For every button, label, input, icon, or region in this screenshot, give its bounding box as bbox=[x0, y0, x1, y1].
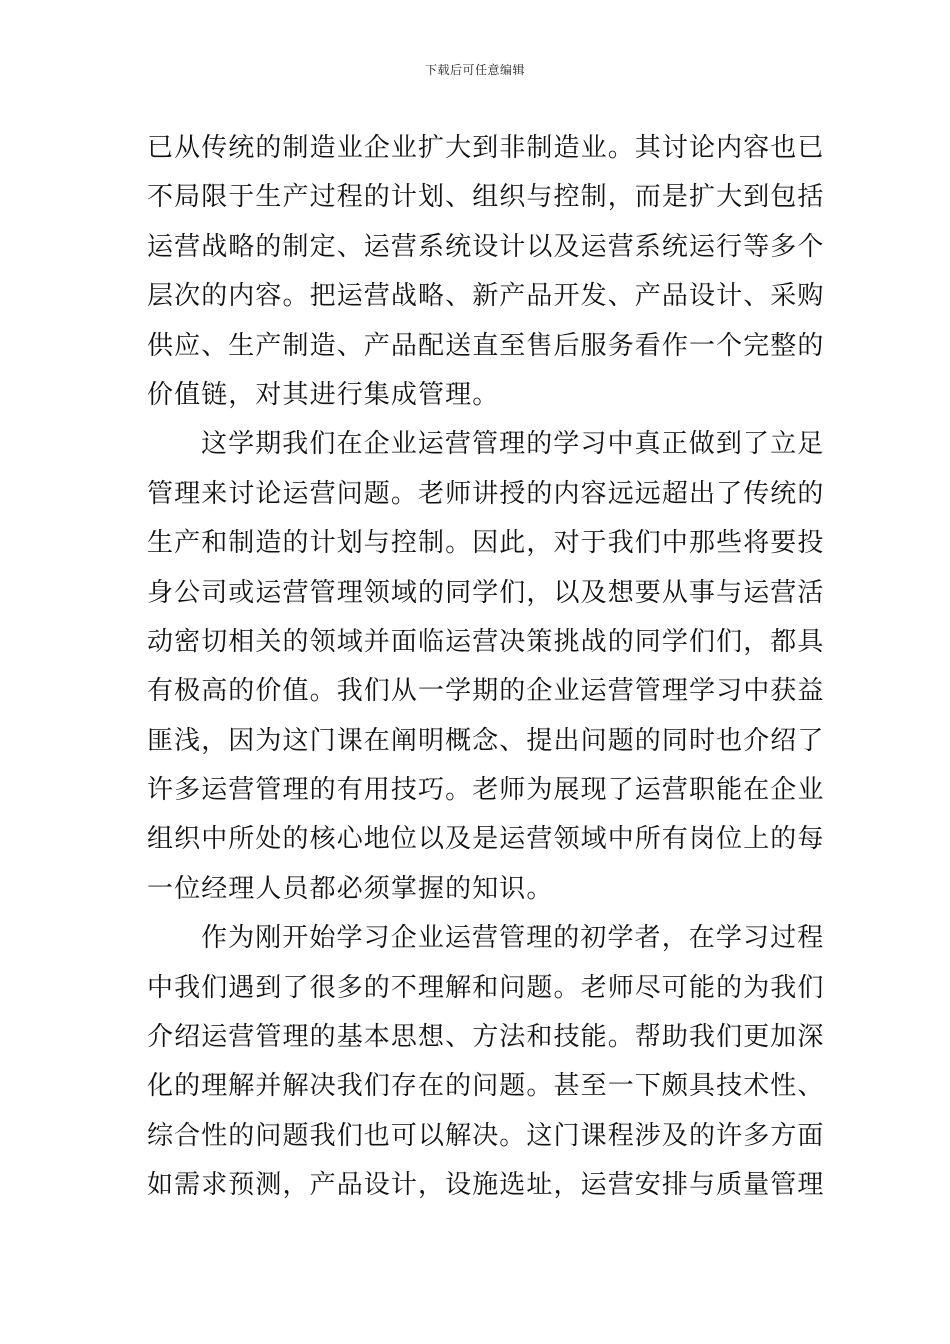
text-line: 作为刚开始学习企业运营管理的初学者，在学习过程 bbox=[201, 923, 825, 954]
text-line: 许多运营管理的有用技巧。老师为展现了运营职能在企业 bbox=[147, 775, 825, 806]
text-line: 管理来讨论运营问题。老师讲授的内容远远超出了传统的 bbox=[147, 478, 825, 509]
paragraph-1 bbox=[147, 124, 825, 420]
text-line: 身公司或运营管理领域的同学们，以及想要从事与运营活 bbox=[147, 577, 825, 608]
text-line: 一位经理人员都必须掌握的知识。 bbox=[147, 873, 554, 904]
paragraph-3 bbox=[147, 914, 825, 1210]
text-line: 动密切相关的领域并面临运营决策挑战的同学们们，都具 bbox=[147, 626, 825, 657]
text-line: 运营战略的制定、运营系统设计以及运营系统运行等多个 bbox=[147, 231, 825, 262]
text-line: 介绍运营管理的基本思想、方法和技能。帮助我们更加深 bbox=[147, 1022, 825, 1053]
text-line: 价值链，对其进行集成管理。 bbox=[147, 379, 500, 410]
text-line: 如需求预测，产品设计，设施选址，运营安排与质量管理 bbox=[147, 1170, 825, 1201]
text-line: 匪浅，因为这门课在阐明概念、提出问题的同时也介绍了 bbox=[147, 725, 825, 756]
text-line: 不局限于生产过程的计划、组织与控制，而是扩大到包括 bbox=[147, 182, 825, 213]
text-line: 化的理解并解决我们存在的问题。甚至一下颇具技术性、 bbox=[147, 1071, 825, 1102]
paragraph-2 bbox=[147, 420, 825, 914]
text-line: 供应、生产制造、产品配送直至售后服务看作一个完整的 bbox=[147, 330, 825, 361]
text-line: 已从传统的制造业企业扩大到非制造业。其讨论内容也已 bbox=[147, 133, 825, 163]
text-line: 层次的内容。把运营战略、新产品开发、产品设计、采购 bbox=[147, 281, 825, 312]
document-body bbox=[147, 124, 825, 1211]
page-header: 下载后可任意编辑 bbox=[424, 63, 525, 77]
text-line: 中我们遇到了很多的不理解和问题。老师尽可能的为我们 bbox=[147, 972, 825, 1003]
text-line: 生产和制造的计划与控制。因此，对于我们中那些将要投 bbox=[147, 528, 825, 559]
text-line: 综合性的问题我们也可以解决。这门课程涉及的许多方面 bbox=[147, 1120, 825, 1151]
text-line: 组织中所处的核心地位以及是运营领域中所有岗位上的每 bbox=[147, 824, 825, 855]
text-line: 这学期我们在企业运营管理的学习中真正做到了立足 bbox=[201, 429, 825, 460]
text-line: 有极高的价值。我们从一学期的企业运营管理学习中获益 bbox=[147, 676, 825, 707]
